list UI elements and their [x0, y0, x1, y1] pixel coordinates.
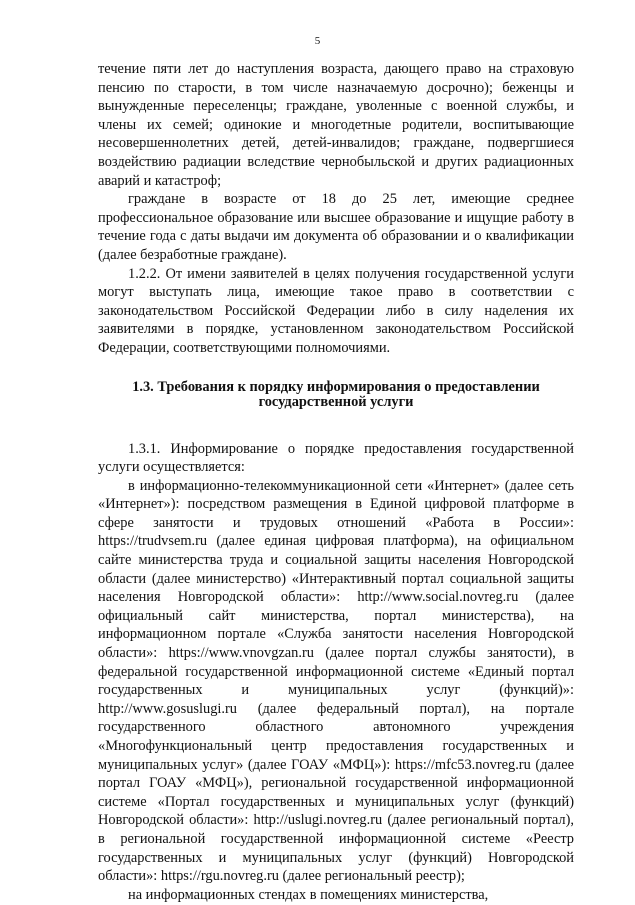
section-heading-line-2: государственной услуги	[258, 393, 414, 410]
paragraph-categories-continued: течение пяти лет до наступления возраста, дающего право на страховую пенсию по старости, в том числе назначаемую досрочно); беженцы и вынужденные переселенцы; граждане, уволенные с военной службы, и члены их семей; одинокие и многодетные родители, воспитывающие несовершеннолетних детей, детей-инвалидов; граждане, подвергшиеся воздействию радиации вследствие чернобыльской и других радиационных аварий и катастроф;	[98, 61, 574, 189]
page-number: 5	[314, 35, 321, 47]
section-heading-1-3	[98, 380, 574, 410]
paragraph-1-2-2: 1.2.2. От имени заявителей в целях получения государственной услуги могут выступать лица, имеющие такое право в соответствии с законодательством Российской Федерации либо в силу наделения их заявителями в порядке, установленном законодательством Российской Федерации, соответствующими полномочиями.	[98, 265, 574, 356]
paragraph-internet-channels: в информационно-телекоммуникационной сети «Интернет» (далее сеть «Интернет»): посредством размещения в Единой цифровой платформе в сфере занятости и трудовых отношений «Работа в России»: https://trudvsem.ru (далее единая цифровая платформа), на официальном сайте министерства труда и социальной защиты населения Новгородской области (далее министерство) «Интерактивный портал социальной защиты населения Новгородской области»: http://www.social.novreg.ru (далее официальный сайт министерства, портал министерства), на информационном портале «Служба занятости населения Новгородской области»: https://www.vnovgzan.ru (далее портал службы занятости), в федеральной государственной информационной системе «Единый портал государственных и муниципальных услуг (функций)»: http://www.gosuslugi.ru (далее федеральный портал), на портале государственного областного автономного учреждения «Многофункциональный центр предоставления государственных и муниципальных услуг» (далее ГОАУ «МФЦ»): https://mfc53.novreg.ru (далее портал ГОАУ «МФЦ»), региональной государственной информационной системе «Портал государственных и муниципальных услуг (функций) Новгородской области»: http://uslugi.novreg.ru (далее региональный портал), в региональной государственной информационной системе «Реестр государственных и муниципальных услуг (функций) Новгородской области»: https://rgu.novreg.ru (далее региональный реестр);	[98, 477, 574, 885]
paragraph-info-stands: на информационных стендах в помещениях министерства,	[128, 886, 489, 903]
document-body	[98, 60, 574, 904]
paragraph-young-citizens: граждане в возрасте от 18 до 25 лет, имеющие среднее профессиональное образование или высшее образование и ищущие работу в течение года с даты выдачи им документа об образовании и о квалификации (далее безработные граждане).	[98, 191, 574, 263]
paragraph-1-3-1: 1.3.1. Информирование о порядке предоставления государственной услуги осуществляется:	[98, 440, 574, 476]
section-heading-line-1: 1.3. Требования к порядку информирования о предоставлении	[132, 378, 540, 395]
